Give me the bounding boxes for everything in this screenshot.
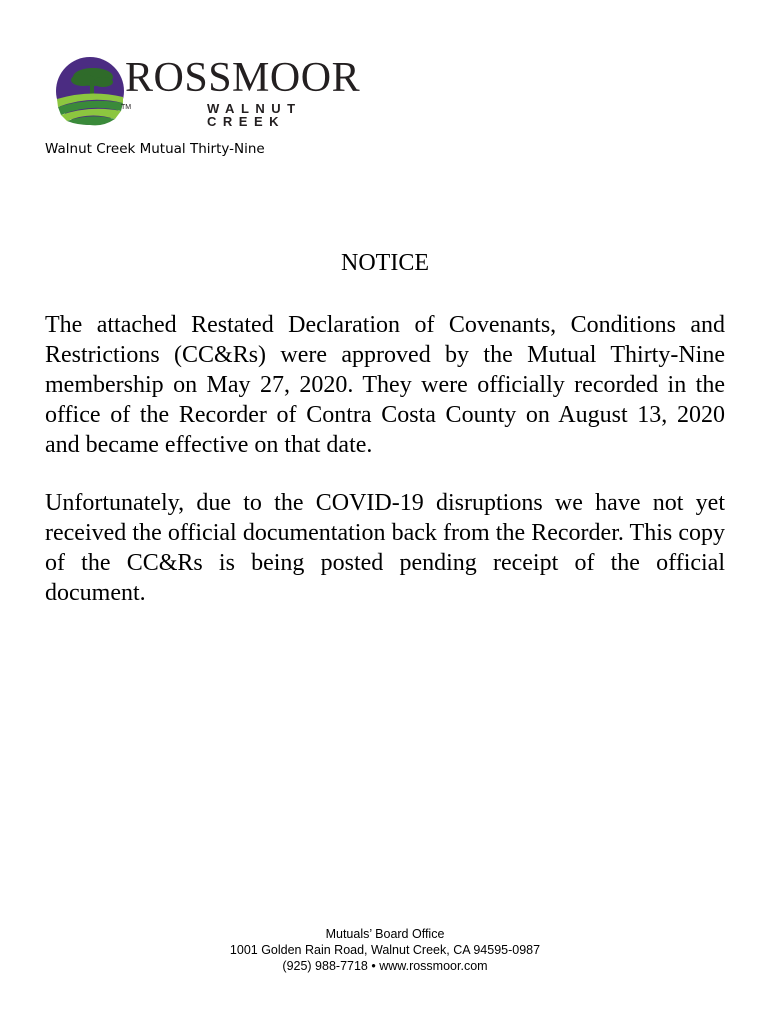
footer-contact: (925) 988-7718 • www.rossmoor.com <box>282 959 488 973</box>
footer-address: 1001 Golden Rain Road, Walnut Creek, CA 94595-0987 <box>229 943 541 957</box>
footer-office: Mutuals’ Board Office <box>325 927 445 941</box>
logo-wordmark: ROSSMOOR <box>125 55 361 101</box>
trademark-mark: TM <box>121 104 132 111</box>
footer <box>0 926 770 974</box>
rossmoor-logo <box>55 55 385 130</box>
notice-paragraph-2: Unfortunately, due to the COVID-19 disruptions we have not yet received the official documentation back from the Recorder. This copy of the CC&Rs is being posted pending receipt of the official document. <box>45 490 725 606</box>
notice-paragraph-1: The attached Restated Declaration of Covenants, Conditions and Restrictions (CC&Rs) were approved by the Mutual Thirty-Nine membership on May 27, 2020. They were officially recorded in the office of the Recorder of Contra Costa County on August 13, 2020 and became effective on that date. <box>45 312 725 458</box>
logo-subtitle: WALNUT CREEK <box>207 101 302 129</box>
notice-title: NOTICE <box>341 250 429 276</box>
mutual-name: Walnut Creek Mutual Thirty-Nine <box>45 141 265 157</box>
rossmoor-emblem-icon <box>55 55 125 127</box>
